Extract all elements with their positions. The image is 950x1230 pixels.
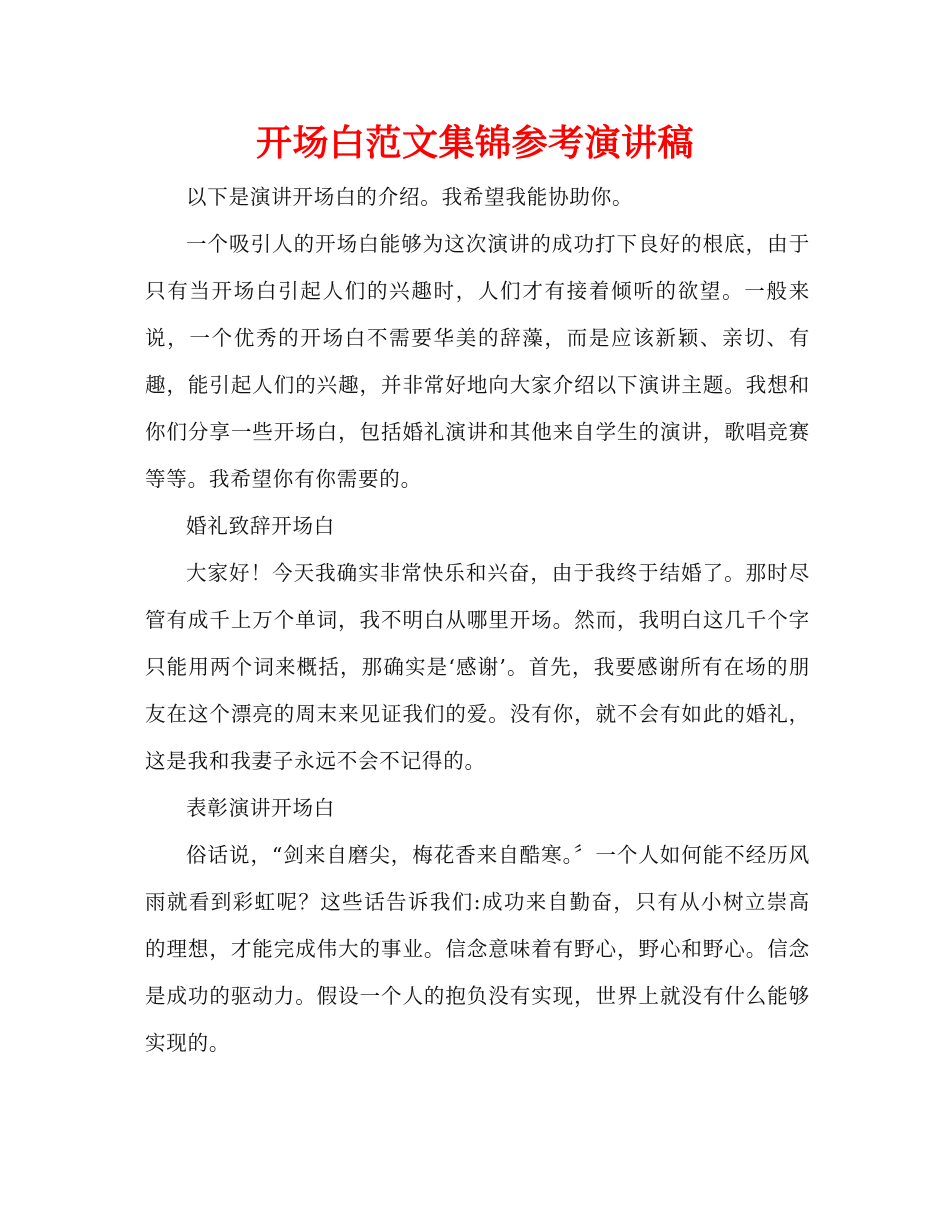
- paragraph-intro: 以下是演讲开场白的介绍。我希望我能协助你。: [186, 185, 634, 209]
- document-title: 开场白范文集锦参考演讲稿: [255, 123, 694, 164]
- document-body: [145, 174, 810, 1067]
- paragraph-wedding-speech: 大家好！今天我确实非常快乐和兴奋，由于我终于结婚了。那时尽管有成千上万个单词，我不明白从哪里开场。然而，我明白这几千个字只能用两个词来概括，那确实是‘感谢’。首先，我要感谢所有在场的朋友在这个漂亮的周末来见证我们的爱。没有你，就不会有如此的婚礼，这是我和我妻子永远不会不记得的。: [145, 561, 810, 773]
- paragraph-opening-importance: 一个吸引人的开场白能够为这次演讲的成功打下良好的根底，由于只有当开场白引起人们的兴趣时，人们才有接着倾听的欲望。一般来说，一个优秀的开场白不需要华美的辞藻，而是应该新颖、亲切、有趣，能引起人们的兴趣，并非常好地向大家介绍以下演讲主题。我想和你们分享一些开场白，包括婚礼演讲和其他来自学生的演讲，歌唱竞赛等等。我希望你有你需要的。: [145, 232, 810, 491]
- paragraph-commendation-speech: 俗话说，“剑来自磨尖，梅花香来自酷寒。〞一个人如何能不经历风雨就看到彩虹呢？这些话告诉我们:成功来自勤奋，只有从小树立崇高的理想，才能完成伟大的事业。信念意味着有野心，野心和野心。信念是成功的驱动力。假设一个人的抱负没有实现，世界上就没有什么能够实现的。: [145, 843, 810, 1055]
- section-heading-commendation: 表彰演讲开场白: [186, 796, 336, 820]
- section-heading-wedding: 婚礼致辞开场白: [186, 514, 336, 538]
